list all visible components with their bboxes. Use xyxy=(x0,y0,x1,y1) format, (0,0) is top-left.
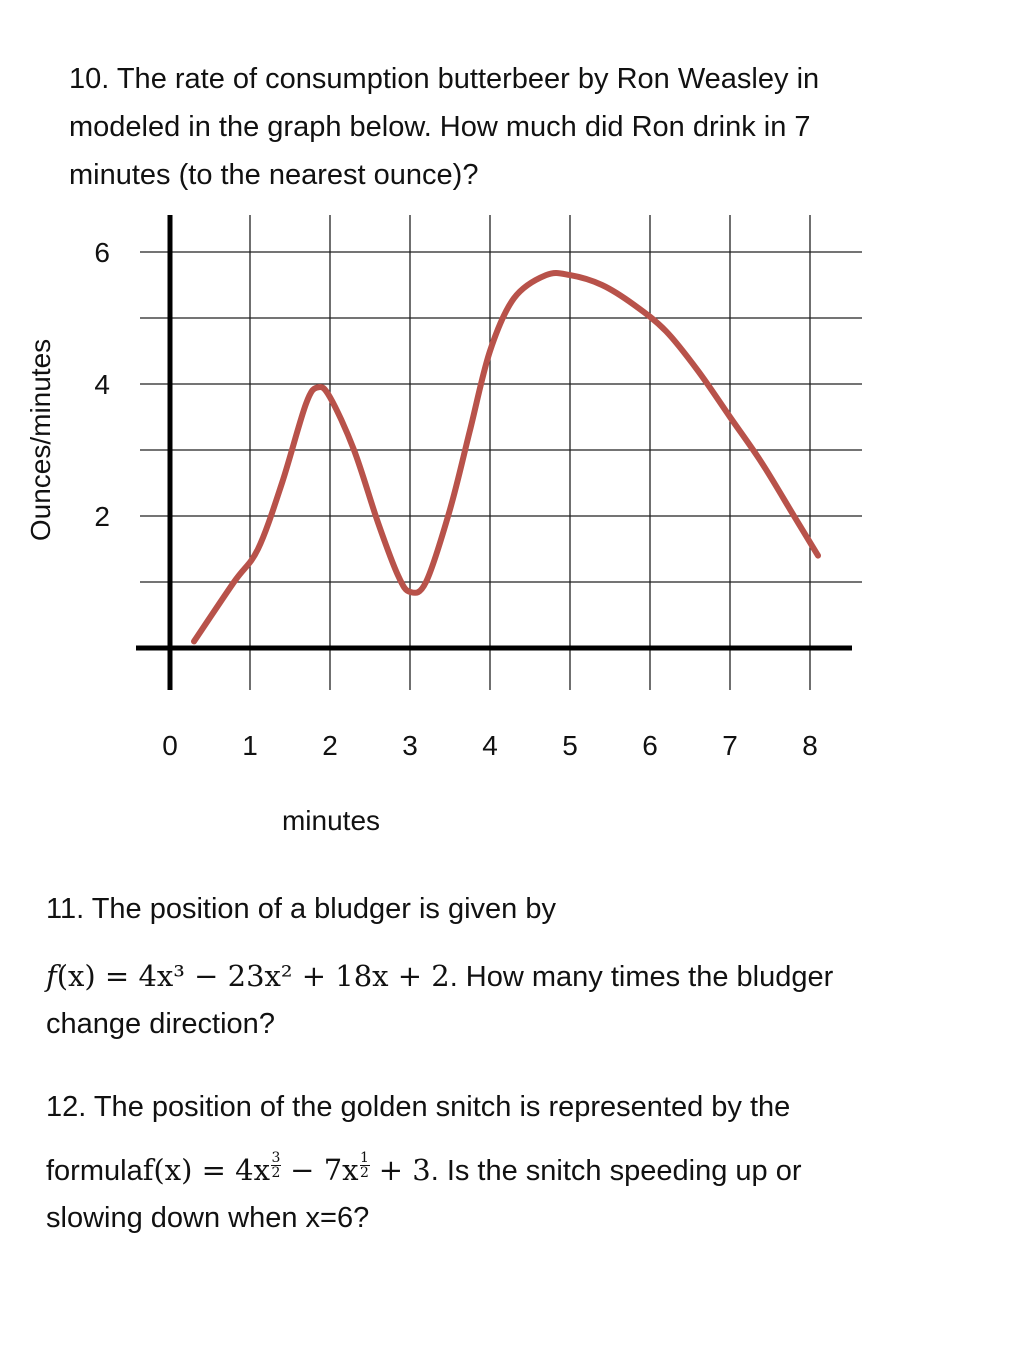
q12-line-3: slowing down when x=6? xyxy=(46,1202,370,1234)
y-tick-label: 6 xyxy=(94,237,110,268)
rate-curve xyxy=(194,273,818,641)
x-tick-label: 8 xyxy=(802,730,818,761)
q11-formula-f: f xyxy=(46,959,57,993)
q12-exponent-1 xyxy=(271,1151,281,1180)
q10-line-2: modeled in the graph below. How much did Ron drink in 7 xyxy=(69,111,811,143)
q12-formula-b: − 7x xyxy=(280,1153,359,1187)
y-tick-label: 2 xyxy=(94,501,110,532)
q11-line-3: change direction? xyxy=(46,1008,275,1040)
x-tick-label: 2 xyxy=(322,730,338,761)
q12-line-1: 12. The position of the golden snitch is represented by the xyxy=(46,1091,791,1123)
x-tick-label: 4 xyxy=(482,730,498,761)
x-tick-label: 7 xyxy=(722,730,738,761)
q12-exp2-den: 2 xyxy=(360,1165,369,1181)
x-tick-label: 6 xyxy=(642,730,658,761)
q12-exp1-den: 2 xyxy=(271,1165,281,1181)
q12-line-2 xyxy=(46,1146,802,1195)
q11-line-1: 11. The position of a bludger is given by xyxy=(46,893,556,925)
q12-formula-a: f(x) = 4x xyxy=(142,1153,270,1187)
x-tick-label: 0 xyxy=(162,730,178,761)
x-tick-label: 5 xyxy=(562,730,578,761)
q11-line-2-tail: . How many times the bludger xyxy=(449,961,834,993)
q12-line-2-head: formula xyxy=(46,1155,143,1187)
q12-line-2-tail: . Is the snitch speeding up or xyxy=(430,1155,802,1187)
q12-formula xyxy=(142,1150,431,1187)
q11-formula-arg: (x) xyxy=(56,959,96,993)
x-tick-label: 3 xyxy=(402,730,418,761)
q11-formula xyxy=(46,959,450,993)
q11-formula-rest: = 4x³ − 23x² + 18x + 2 xyxy=(95,959,450,993)
q11-line-2 xyxy=(46,952,833,1001)
q12-exp2-num: 1 xyxy=(360,1150,369,1166)
q12-formula-c: + 3 xyxy=(369,1153,431,1187)
rate-chart xyxy=(0,190,1024,850)
q12-exponent-2 xyxy=(360,1151,370,1180)
chart-axes xyxy=(136,215,852,690)
y-tick-label: 4 xyxy=(94,369,110,400)
x-axis-title: minutes xyxy=(281,805,381,836)
y-axis-title: Ounces/minutes xyxy=(25,338,56,542)
q12-exp1-num: 3 xyxy=(271,1150,281,1166)
q10-line-3: minutes (to the nearest ounce)? xyxy=(69,159,479,191)
q10-line-1: 10. The rate of consumption butterbeer by Ron Weasley in xyxy=(69,63,820,95)
x-tick-labels xyxy=(162,730,818,761)
x-tick-label: 1 xyxy=(242,730,258,761)
y-tick-labels xyxy=(94,237,110,532)
